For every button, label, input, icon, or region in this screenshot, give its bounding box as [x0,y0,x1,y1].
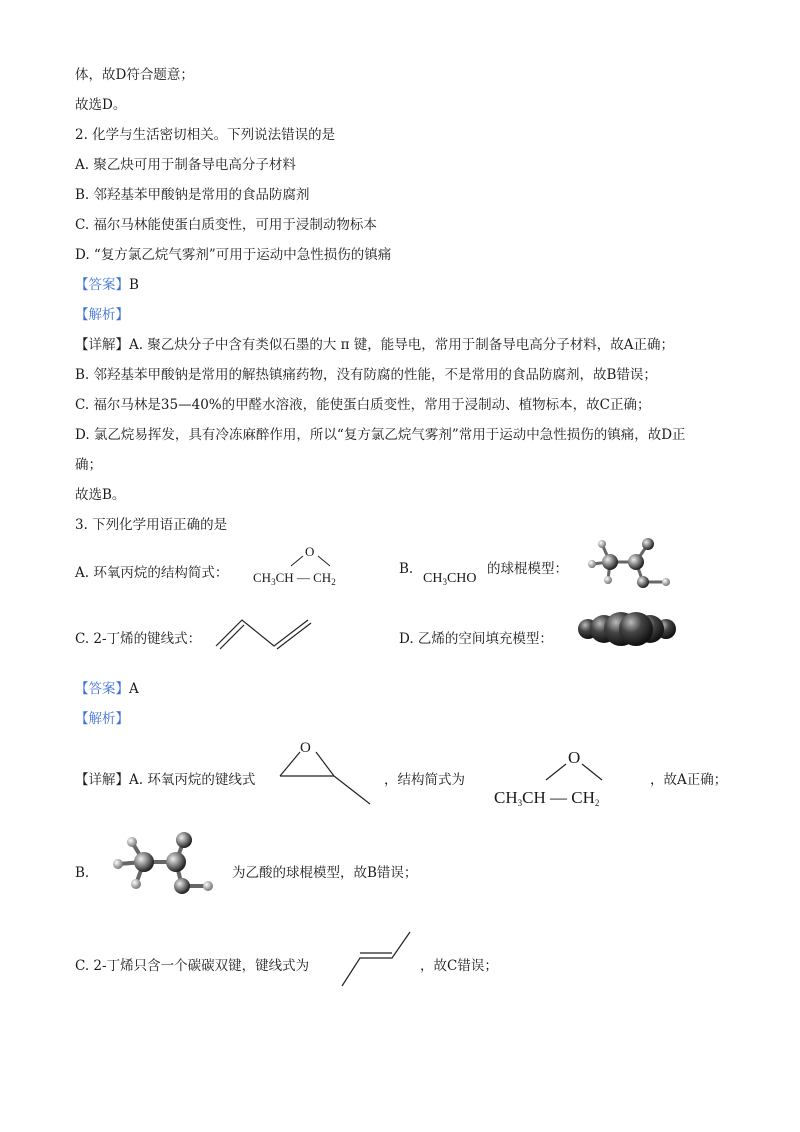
answer-value: A [129,681,139,697]
formula-text: $CH_3CH$ — $CH_2$ [253,570,336,587]
option-d: D. “复方氯乙烷气雾剂”可用于运动中急性损伤的镇痛 [75,247,392,263]
epoxide-skeletal-icon [276,738,376,808]
detail-line [75,336,674,354]
detail-text: ，故A正确； [650,772,728,788]
analysis-tag: 【解析】 [75,307,129,323]
detail-text: ，结构简式为 [384,772,465,788]
detail-line [75,771,255,789]
detail-line: B. 邻羟基苯甲酸钠是常用的解热镇痛药物，没有防腐的性能，不是常用的食品防腐剂，故B错误； [75,367,657,383]
detail-prefix: B. [75,865,90,881]
oxygen-label: O [305,544,315,559]
option-a: A. 环氧丙烷的结构简式： [75,565,229,581]
option-b-text: 的球棍模型： [487,561,568,577]
detail-line: D. 氯乙烷易挥发，具有冷冻麻醉作用，所以“复方氯乙烷气雾剂”常用于运动中急性损伤的镇痛，故D正 [75,427,686,443]
ball-stick-model-icon [588,534,678,590]
option-d: D. 乙烯的空间填充模型： [399,631,553,647]
butene-skeletal-icon [214,612,316,650]
answer-line [75,276,139,294]
detail-tag: 【详解】 [75,337,129,353]
oxygen-label: O [568,748,581,767]
option-c: C. 2-丁烯的键线式： [75,631,202,647]
option-a: A. 聚乙炔可用于制备导电高分子材料 [75,157,296,173]
detail-tag: 【详解】 [75,772,129,788]
selection-line: 故选B。 [75,487,126,503]
detail-line: C. 福尔马林是35—40%的甲醛水溶液，能使蛋白质变性，常用于浸制动、植物标本，故C正确； [75,397,651,413]
acetaldehyde-formula: $CH_3CHO$ [423,571,477,587]
detail-text: A. 环氧丙烷的键线式 [129,772,256,788]
answer-tag: 【答案】 [75,681,129,697]
butene-skeletal-icon [338,928,414,990]
formula-text: $CH_3CH$ — $CH_2$ [494,788,600,808]
detail-text: C. 2-丁烯只含一个碳碳双键，键线式为 [75,958,310,974]
answer-line [75,680,139,698]
epoxypropane-formula [253,544,363,588]
space-filling-model-icon [576,610,678,648]
option-c: C. 福尔马林能使蛋白质变性，可用于浸制动物标本 [75,217,377,233]
oxygen-label: O [300,740,311,756]
epoxypropane-formula-large [494,748,644,812]
detail-text: ，故C错误； [420,958,498,974]
detail-text: 为乙酸的球棍模型，故B错误； [232,865,418,881]
option-b: B. 邻羟基苯甲酸钠是常用的食品防腐剂 [75,187,310,203]
text-line: 故选D。 [75,97,127,113]
detail-line: 确； [75,457,102,473]
question-2: 2. 化学与生活密切相关。下列说法错误的是 [75,127,336,143]
analysis-tag: 【解析】 [75,711,129,727]
option-b-prefix: B. [399,561,414,577]
detail-text: A. 聚乙炔分子中含有类似石墨的大 π 键，能导电，常用于制备导电高分子材料，故A正确； [129,337,675,353]
text-line: 体，故D符合题意； [75,67,194,83]
question-3: 3. 下列化学用语正确的是 [75,517,228,533]
ball-stick-model-icon [110,828,220,898]
answer-tag: 【答案】 [75,277,129,293]
answer-value: B [129,277,139,293]
